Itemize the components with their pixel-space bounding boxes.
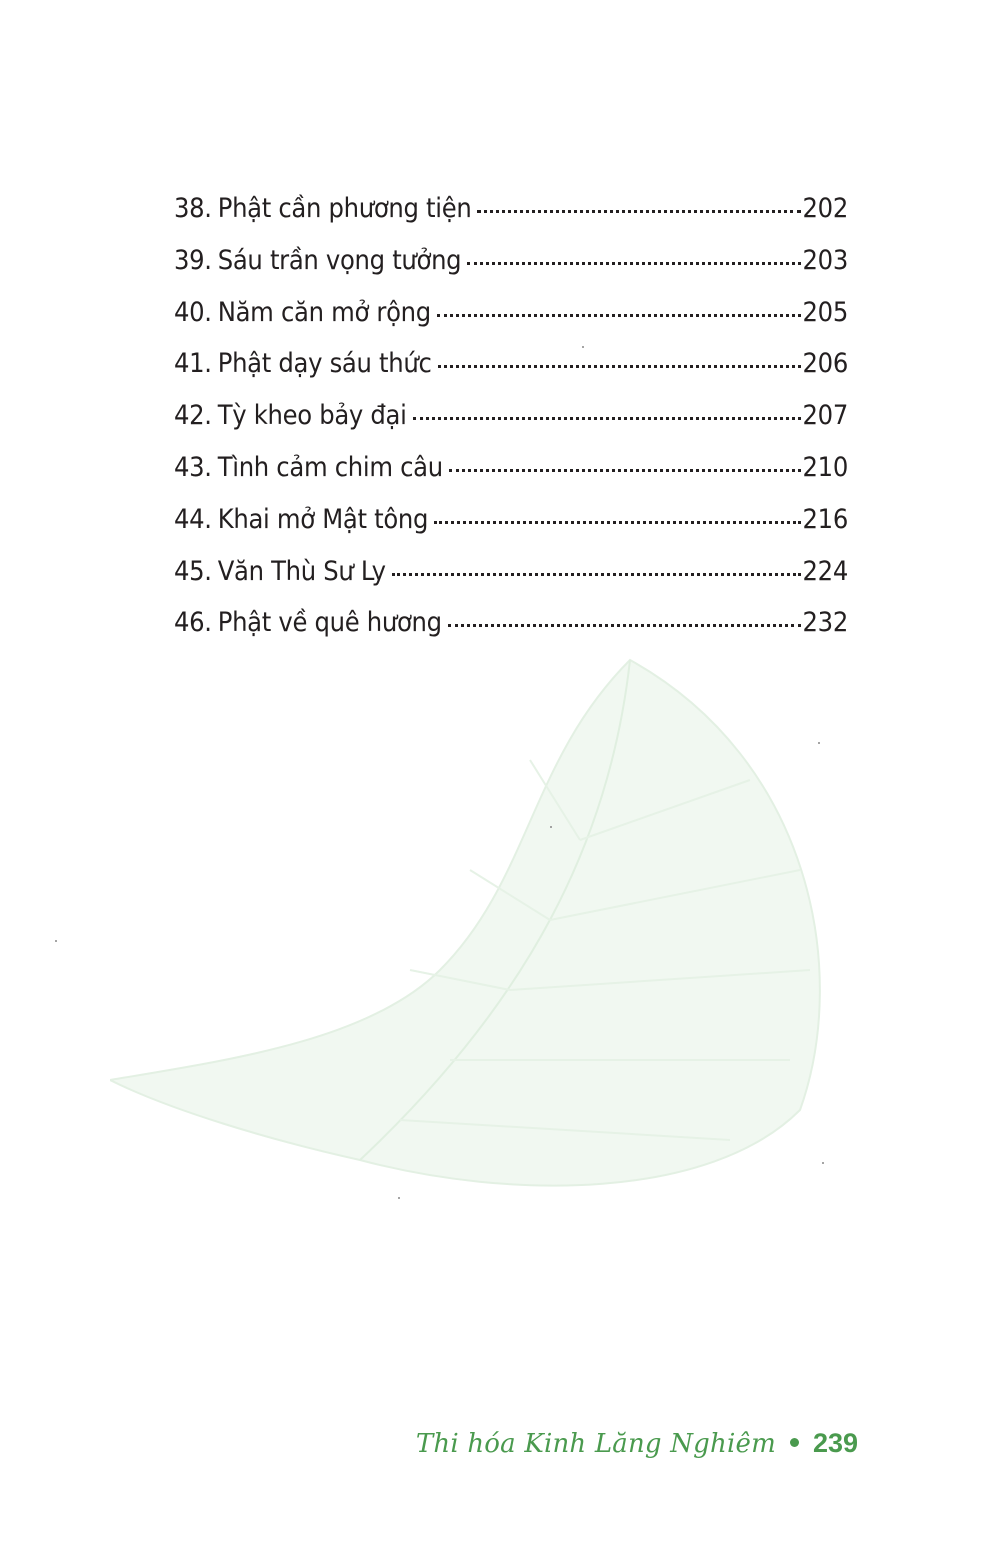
dot-leader [477, 210, 800, 213]
toc-entry[interactable] [174, 607, 848, 659]
scan-speck [55, 940, 57, 942]
scan-speck [822, 1162, 824, 1164]
scan-speck [582, 346, 584, 348]
toc-entry-page: 210 [802, 451, 848, 483]
toc-entry-title: Phật về quê hương [217, 607, 442, 639]
toc-entry-page: 202 [802, 193, 848, 224]
toc-entry-number: 42. [174, 400, 212, 432]
leaf-watermark-icon [110, 640, 870, 1200]
toc-entry-page: 232 [802, 607, 848, 639]
toc-entry[interactable] [174, 193, 848, 245]
dot-leader [448, 624, 801, 627]
toc-entry-title: Tình cảm chim câu [217, 451, 443, 483]
toc-entry[interactable] [174, 452, 848, 504]
toc-entry-page: 207 [802, 400, 848, 432]
toc-entry-page: 206 [802, 348, 848, 380]
toc-entry-number: 40. [174, 296, 212, 328]
scan-speck [398, 1197, 400, 1199]
page-footer [416, 1428, 858, 1459]
toc-entry-number: 46. [174, 607, 212, 639]
scan-speck [818, 742, 820, 744]
toc-entry-title: Năm căn mở rộng [217, 296, 431, 328]
page-number: 239 [812, 1428, 858, 1458]
dot-leader [438, 365, 801, 368]
toc-entry[interactable] [174, 556, 848, 608]
toc-entry-title: Phật cần phương tiện [217, 193, 472, 224]
table-of-contents [174, 193, 848, 659]
toc-entry-number: 45. [174, 555, 212, 587]
toc-entry-title: Tỳ kheo bảy đại [217, 400, 407, 432]
toc-entry[interactable] [174, 348, 848, 400]
running-footer-title: Thi hóa Kinh Lăng Nghiêm [415, 1429, 776, 1459]
toc-entry-title: Phật dạy sáu thức [217, 348, 432, 380]
dot-leader [467, 262, 800, 265]
toc-entry-title: Sáu trần vọng tưởng [217, 244, 462, 276]
toc-entry-number: 41. [174, 348, 212, 380]
toc-entry-page: 205 [802, 296, 848, 328]
toc-entry-number: 44. [174, 503, 212, 535]
toc-entry-number: 43. [174, 451, 212, 483]
dot-leader [413, 417, 801, 420]
toc-entry[interactable] [174, 245, 848, 297]
dot-leader [392, 573, 801, 576]
toc-entry-title: Khai mở Mật tông [217, 503, 429, 535]
toc-entry-title: Văn Thù Sư Ly [217, 555, 386, 587]
toc-entry-page: 224 [802, 555, 848, 587]
toc-entry-number: 39. [174, 244, 212, 276]
dot-leader [437, 314, 801, 317]
toc-entry[interactable] [174, 400, 848, 452]
dot-leader [434, 521, 800, 524]
dot-leader [449, 469, 801, 472]
toc-entry[interactable] [174, 297, 848, 349]
toc-entry-page: 203 [802, 244, 848, 276]
toc-entry[interactable] [174, 504, 848, 556]
toc-entry-page: 216 [802, 503, 848, 535]
toc-entry-number: 38. [174, 193, 212, 224]
scan-speck [550, 826, 552, 828]
bullet-icon [790, 1438, 799, 1447]
